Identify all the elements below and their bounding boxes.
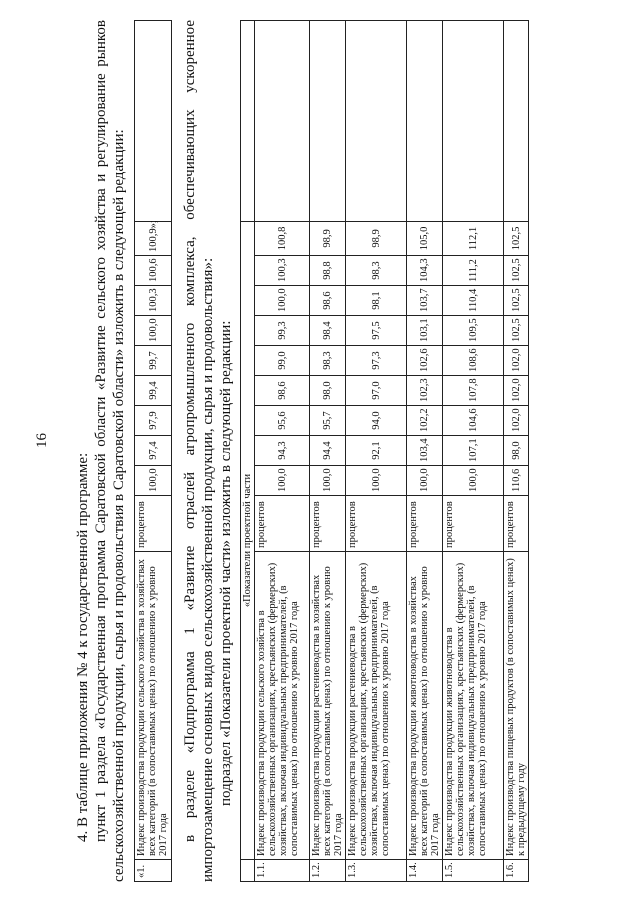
intro-line-2: пункт 1 раздела «Государственная программа Саратовской области «Развитие сельского хозяйства и регулирование рынков сельскохозяйственной продукции, сырья и продовольствия в Саратовской области» изложить в следующей редакции:: [93, 20, 127, 882]
value-cell: 102,0: [504, 376, 529, 406]
value-cell: 103,1: [407, 316, 443, 346]
value-cell: 103,7: [407, 286, 443, 316]
unit-cell: процентов: [310, 496, 346, 552]
value-cell: 109,5: [443, 316, 504, 346]
value-cell: 98,3: [310, 346, 346, 376]
empty-cell: [135, 21, 172, 222]
value-cell: 100,8: [255, 221, 310, 255]
unit-cell: процентов: [504, 496, 529, 552]
value-cell: 98,0: [310, 376, 346, 406]
value-cell: 100,0: [135, 316, 172, 346]
value-cell: 103,4: [407, 436, 443, 466]
value-cell: 98,8: [310, 256, 346, 286]
unit-cell: процентов: [135, 496, 172, 552]
indicator-name: Индекс производства пищевых продуктов (в сопоставимых ценах) к предыдущему году: [504, 552, 529, 860]
value-cell: 97,9: [135, 406, 172, 436]
value-cell: 100,0: [346, 466, 407, 496]
value-cell: 99,4: [135, 376, 172, 406]
empty-cell: [407, 21, 443, 222]
indicator-name: Индекс производства продукции сельского хозяйства в сельскохозяйственных организациях, крестьянских (фермерских) хозяйствах, включая индивидуальных предпринимателей, (в сопоставимых ценах) по отношению к уровню 2017 года: [255, 552, 310, 860]
page-number: 16: [34, 433, 50, 448]
intro-line-1: 4. В таблице приложения № 4 к государственной программе:: [75, 452, 91, 842]
row-number: 1.2.: [310, 860, 346, 882]
value-cell: 111,2: [443, 256, 504, 286]
table-row: [310, 21, 346, 882]
table-row: [407, 21, 443, 882]
value-cell: 100,0: [407, 466, 443, 496]
value-cell: 94,3: [255, 436, 310, 466]
empty-cell: [310, 21, 346, 222]
value-cell: 92,1: [346, 436, 407, 466]
indicator-name: Индекс производства продукции сельского хозяйства в хозяйствах всех категорий (в сопоставимых ценах) по отношению к уровню 2017 года: [135, 552, 172, 860]
unit-cell: процентов: [407, 496, 443, 552]
value-cell: 102,3: [407, 376, 443, 406]
indicator-name: Индекс производства продукции животноводства в сельскохозяйственных организациях, крестьянских (фермерских) хозяйствах, включая индивидуальных предпринимателей, (в сопоставимых ценах) по отношению к уровню 2017 года: [443, 552, 504, 860]
value-cell: 100,9»;: [135, 222, 172, 256]
value-cell: 98,9: [346, 221, 407, 255]
value-cell: 102,6: [407, 346, 443, 376]
value-cell: 102,0: [504, 346, 529, 376]
value-cell: 102,5: [504, 316, 529, 346]
value-cell: 107,8: [443, 376, 504, 406]
value-cell: 94,0: [346, 406, 407, 436]
value-cell: 98,9: [310, 221, 346, 255]
value-cell: 105,0: [407, 221, 443, 255]
section-2-text: в разделе «Подпрограмма 1 «Развитие отраслей агропромышленного комплекса, обеспечивающих ускоренное импортозамещение основных видов сельскохозяйственной продукции, сырья и продовольствия»:: [182, 20, 216, 882]
value-cell: 102,5: [504, 286, 529, 316]
value-cell: 98,1: [346, 286, 407, 316]
value-cell: 100,0: [443, 466, 504, 496]
value-cell: 98,3: [346, 256, 407, 286]
value-cell: 104,3: [407, 256, 443, 286]
rotated-page-content: [74, 16, 622, 886]
value-cell: 97,0: [346, 376, 407, 406]
row-number: «1.: [135, 860, 172, 882]
empty-cell: [346, 21, 407, 222]
table-row: [346, 21, 407, 882]
value-cell: 107,1: [443, 436, 504, 466]
value-cell: 100,0: [135, 466, 172, 496]
value-cell: 104,6: [443, 406, 504, 436]
value-cell: 99,0: [255, 346, 310, 376]
value-cell: 97,3: [346, 346, 407, 376]
unit-cell: процентов: [443, 496, 504, 552]
empty-cell: [255, 21, 310, 222]
value-cell: 95,6: [255, 406, 310, 436]
value-cell: 110,6: [504, 466, 529, 496]
value-cell: 100,3: [255, 256, 310, 286]
value-cell: 102,2: [407, 406, 443, 436]
value-cell: 112,1: [443, 221, 504, 255]
value-cell: 110,4: [443, 286, 504, 316]
indicator-name: Индекс производства продукции растениеводства в хозяйствах всех категорий (в сопоставимых ценах) по отношению к уровню 2017 года: [310, 552, 346, 860]
value-cell: 100,0: [255, 286, 310, 316]
value-cell: 100,6: [135, 256, 172, 286]
row-number: 1.1.: [255, 860, 310, 882]
row-number: 1.4.: [407, 860, 443, 882]
value-cell: 100,0: [310, 466, 346, 496]
value-cell: 100,0: [255, 466, 310, 496]
value-cell: 102,5: [504, 256, 529, 286]
table-row: [504, 21, 529, 882]
value-cell: 98,6: [310, 286, 346, 316]
value-cell: 100,3: [135, 286, 172, 316]
unit-cell: процентов: [255, 496, 310, 552]
table-program-indicator: [134, 20, 172, 882]
value-cell: 99,7: [135, 346, 172, 376]
table-row: [135, 21, 172, 882]
row-number: 1.6.: [504, 860, 529, 882]
value-cell: 98,0: [504, 436, 529, 466]
header-empty-cell: [241, 21, 255, 222]
table-row: [255, 21, 310, 882]
value-cell: 98,4: [310, 316, 346, 346]
indicator-name: Индекс производства продукции животноводства в хозяйствах всех категорий (в сопоставимых ценах) по отношению к уровню 2017 года: [407, 552, 443, 860]
row-number: 1.3.: [346, 860, 407, 882]
unit-cell: процентов: [346, 496, 407, 552]
table-project-indicators: [240, 20, 529, 882]
value-cell: 108,6: [443, 346, 504, 376]
value-cell: 98,6: [255, 376, 310, 406]
value-cell: 102,0: [504, 406, 529, 436]
value-cell: 97,5: [346, 316, 407, 346]
empty-cell: [443, 21, 504, 222]
indicator-name: Индекс производства продукции растениеводства в сельскохозяйственных организациях, крестьянских (фермерских) хозяйствах, включая индивидуальных предпринимателей, (в сопоставимых ценах) по отношению к уровню 2017 года: [346, 552, 407, 860]
value-cell: 99,3: [255, 316, 310, 346]
table-row: [443, 21, 504, 882]
value-cell: 97,4: [135, 436, 172, 466]
value-cell: 94,4: [310, 436, 346, 466]
empty-cell: [504, 21, 529, 222]
project-section-header: «Показатели проектной части: [241, 221, 255, 859]
section-2-sub: подраздел «Показатели проектной части» изложить в следующей редакции:: [218, 320, 234, 806]
value-cell: 102,5: [504, 221, 529, 255]
value-cell: 95,7: [310, 406, 346, 436]
row-number: 1.5.: [443, 860, 504, 882]
header-empty-cell: [241, 860, 255, 882]
